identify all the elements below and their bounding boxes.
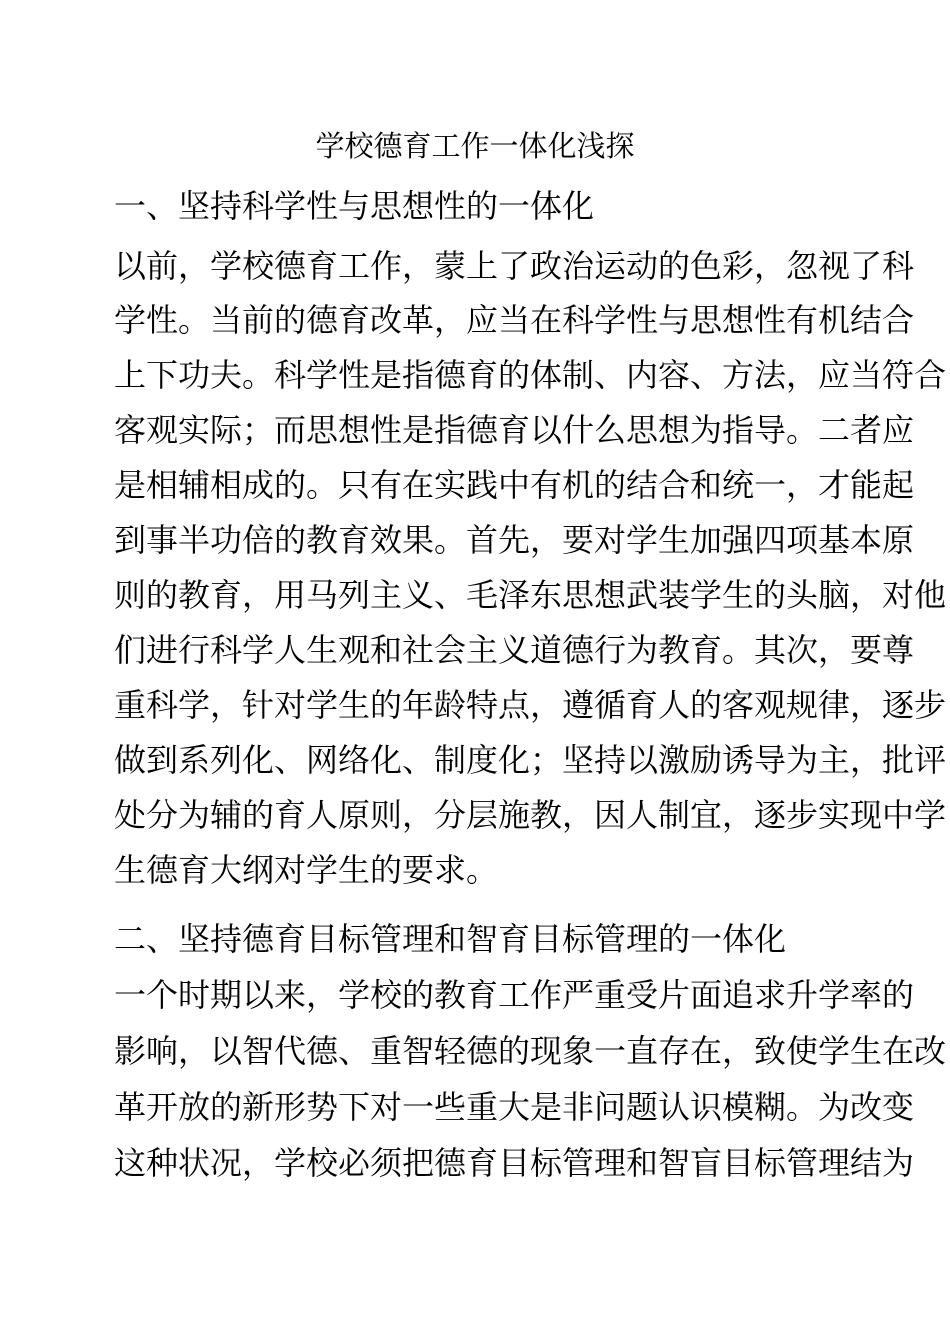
paragraph-line: 这种状况，学校必须把德育目标管理和智盲目标管理结为 <box>114 1144 915 1182</box>
paragraph-line: 上下功夫。科学性是指德育的体制、内容、方法，应当符合 <box>114 356 947 394</box>
paragraph-line: 重科学，针对学生的年龄特点，遵循育人的客观规律，逐步 <box>114 686 947 724</box>
paragraph-line: 影响，以智代德、重智轻德的现象一直存在，致使学生在改 <box>114 1032 947 1070</box>
paragraph-line: 一个时期以来，学校的教育工作严重受片面追求升学率的 <box>114 976 915 1014</box>
paragraph-line: 们进行科学人生观和社会主义道德行为教育。其次，要尊 <box>114 631 915 669</box>
paragraph-line: 到事半功倍的教育效果。首先，要对学生加强四项基本原 <box>114 521 915 559</box>
paragraph-line: 生德育大纲对学生的要求。 <box>114 851 499 889</box>
paragraph-line: 是相辅相成的。只有在实践中有机的结合和统一，才能起 <box>114 466 915 504</box>
paragraph-line: 处分为辅的育人原则，分层施教，因人制宜，逐步实现中学 <box>114 796 947 834</box>
section-heading-2: 二、坚持德育目标管理和智育目标管理的一体化 <box>114 920 787 958</box>
paragraph-line: 客观实际；而思想性是指德育以什么思想为指导。二者应 <box>114 411 915 449</box>
section-heading-1: 一、坚持科学性与思想性的一体化 <box>114 187 595 225</box>
paragraph-line: 则的教育，用马列主义、毛泽东思想武装学生的头脑，对他 <box>114 576 947 614</box>
paragraph-line: 学性。当前的德育改革，应当在科学性与思想性有机结合 <box>114 301 915 339</box>
document-title: 学校德育工作一体化浅探 <box>315 129 635 163</box>
paragraph-line: 做到系列化、网络化、制度化；坚持以激励诱导为主，批评 <box>114 741 947 779</box>
paragraph-line: 以前，学校德育工作，蒙上了政治运动的色彩，忽视了科 <box>114 247 915 285</box>
paragraph-line: 革开放的新形势下对一些重大是非问题认识模糊。为改变 <box>114 1088 915 1126</box>
